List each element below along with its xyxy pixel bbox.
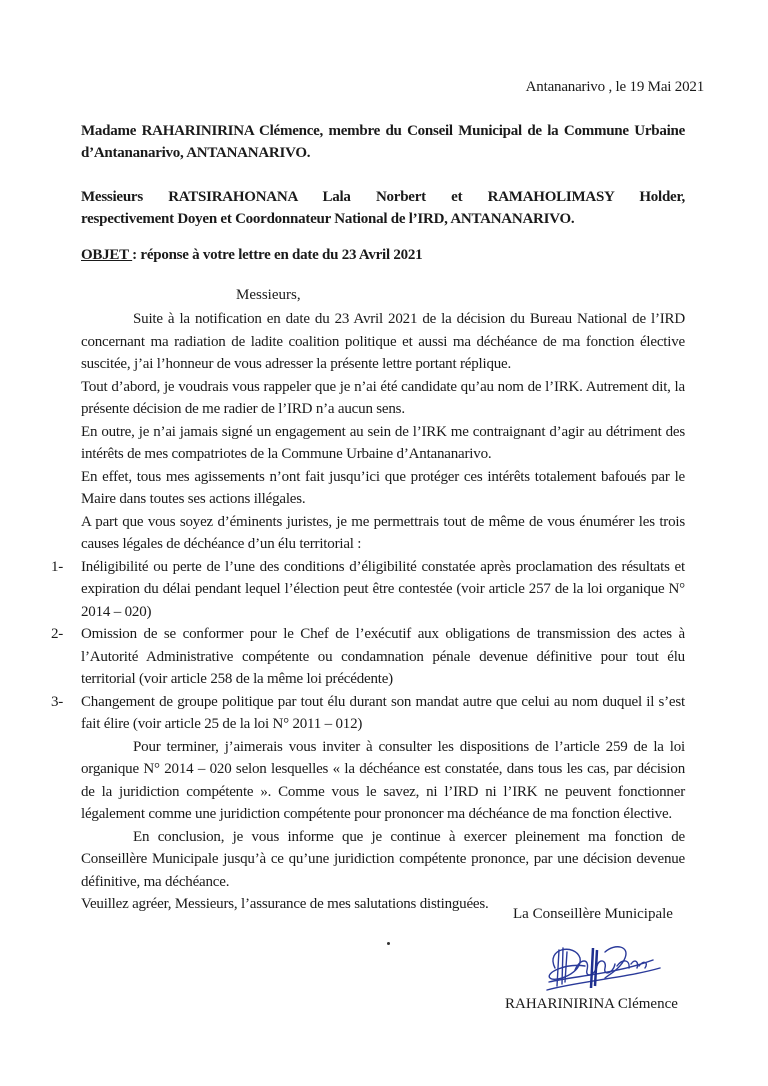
causes-list bbox=[51, 556, 685, 736]
signature-icon bbox=[535, 938, 665, 998]
salutation: Messieurs, bbox=[236, 287, 301, 303]
paragraph: A part que vous soyez d’éminents juristes, je me permettrais tout de même de vous énumérer les trois causes légales de déchéance d’un élu territorial : bbox=[81, 513, 685, 552]
list-item bbox=[51, 623, 685, 691]
signatory-title: La Conseillère Municipale bbox=[513, 906, 673, 922]
recipient-1: Madame RAHARINIRINA Clémence, membre du Conseil Municipal de la Commune Urbaine d’Antananarivo, ANTANANARIVO. bbox=[81, 123, 685, 161]
recipient-2 bbox=[81, 186, 685, 230]
paragraph: En outre, je n’ai jamais signé un engagement au sein de l’IRK me contraignant d’agir au détriment des intérêts de mes compatriotes de la Commune Urbaine d’Antananarivo. bbox=[81, 423, 685, 462]
signatory-name: RAHARINIRINA Clémence bbox=[505, 996, 678, 1012]
list-number: 2- bbox=[51, 626, 64, 642]
list-number: 1- bbox=[51, 558, 64, 575]
subject-text: : réponse à votre lettre en date du 23 Avril 2021 bbox=[132, 247, 423, 263]
paragraph: Suite à la notification en date du 23 Avril 2021 de la décision du Bureau National de l’IRD concernant ma radiation de ladite coalition politique et aussi ma déchéance de ma fonction élective suscitée, j’ai l’honneur de vous adresser la présente lettre portant réplique. bbox=[81, 311, 685, 372]
paragraph: Pour terminer, j’aimerais vous inviter à consulter les dispositions de l’article 259 de la loi organique N° 2014 – 020 selon lesquelles « la déchéance est constatée, dans tous les cas, par décision de la juridiction compétente ». Comme vous le savez, ni l’IRD ni l’IRK ne peuvent fonctionner légalement comme une juridiction compétente pour prononcer ma déchéance de ma fonction élective. bbox=[81, 738, 685, 822]
recipient-2-line-1: Messieurs RATSIRAHONANA Lala Norbert et RAMAHOLIMASY Holder, bbox=[81, 189, 685, 205]
list-item bbox=[51, 556, 685, 624]
list-text: Changement de groupe politique par tout élu durant son mandat autre que celui au nom duquel il s’est fait élire (voir article 25 de la loi N° 2011 – 012) bbox=[81, 693, 685, 732]
scan-speck bbox=[387, 942, 390, 945]
list-text: Inéligibilité ou perte de l’une des conditions d’éligibilité constatée après proclamation des résultats et expiration du délai pendant lequel l’élection peut être contestée (voir article 257 de la loi organique N° 2014 – 020) bbox=[81, 558, 685, 620]
place-date: Antananarivo , le 19 Mai 2021 bbox=[525, 79, 704, 95]
closing-formula: Veuillez agréer, Messieurs, l’assurance de mes salutations distinguées. bbox=[81, 896, 489, 912]
paragraph: Tout d’abord, je voudrais vous rappeler que je n’ai été candidate qu’au nom de l’IRK. Autrement dit, la présente décision de me radier de l’IRD n’a aucun sens. bbox=[81, 378, 685, 417]
paragraph: En conclusion, je vous informe que je continue à exercer pleinement ma fonction de Conseillère Municipale jusqu’à ce qu’une juridiction compétente prononce, par une décision devenue définitive, ma déchéance. bbox=[81, 828, 685, 890]
recipient-2-line-2: respectivement Doyen et Coordonnateur National de l’IRD, ANTANANARIVO. bbox=[81, 211, 575, 227]
paragraph: En effet, tous mes agissements n’ont fait jusqu’ici que protéger ces intérêts totalement bafoués par le Maire dans toutes ses actions illégales. bbox=[81, 468, 685, 507]
subject-line bbox=[81, 247, 422, 264]
letter-body bbox=[51, 308, 685, 916]
list-number: 3- bbox=[51, 693, 64, 710]
subject-label: OBJET bbox=[81, 247, 133, 263]
list-text: Omission de se conformer pour le Chef de l’exécutif aux obligations de transmission des actes à l’Autorité Administrative compétente ou condamnation pénale devenue définitive pour tout élu territorial (voir article 258 de la même loi précédente) bbox=[81, 626, 685, 687]
list-item bbox=[51, 691, 685, 736]
